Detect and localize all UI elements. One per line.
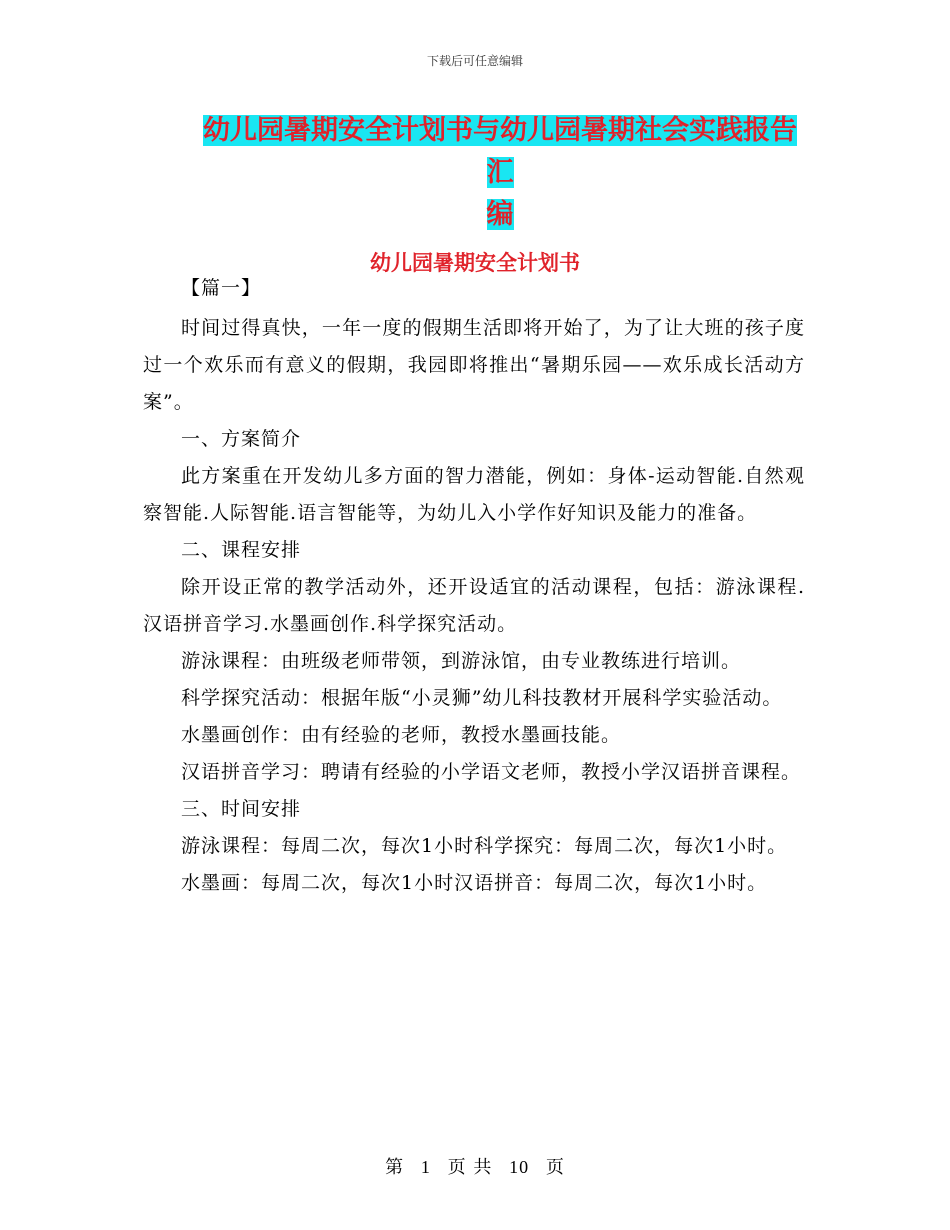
paragraph-swimming: 游泳课程：由班级老师带领，到游泳馆，由专业教练进行培训。 [181,650,742,672]
document-title-line2: 编 [486,199,514,230]
header-note: 下载后可任意编辑 [426,54,523,68]
footer-suffix: 页 [545,1157,565,1178]
page-footer [0,1153,950,1179]
paragraph-course-arrangement: 除开设正常的教学活动外，还开设适宜的活动课程，包括：游泳课程.汉语拼音学习.水墨画创作.科学探究活动。 [143,576,805,635]
paragraph-intro: 时间过得真快，一年一度的假期生活即将开始了，为了让大班的孩子度过一个欢乐而有意义的假期，我园即将推出“暑期乐园——欢乐成长活动方案”。 [143,317,805,413]
paragraph-part-label: 【篇一】 [181,277,262,299]
document-title-line1: 幼儿园暑期安全计划书与幼儿园暑期社会实践报告汇 [203,115,797,188]
heading-course-arrangement: 二、课程安排 [181,539,302,561]
heading-time-arrangement: 三、时间安排 [181,798,302,820]
footer-middle: 页 共 [447,1157,493,1178]
footer-total-pages: 10 [509,1157,530,1177]
body-content [143,270,805,902]
footer-page-number: 1 [420,1157,431,1177]
paragraph-time-swim-science: 游泳课程：每周二次，每次1小时科学探究：每周二次，每次1小时。 [181,835,788,857]
paragraph-plan-intro: 此方案重在开发幼儿多方面的智力潜能，例如：身体-运动智能.自然观察智能.人际智能.语言智能等，为幼儿入小学作好知识及能力的准备。 [143,465,805,524]
paragraph-time-ink-pinyin: 水墨画：每周二次，每次1小时汉语拼音：每周二次，每次1小时。 [181,872,768,894]
footer-prefix: 第 [385,1157,405,1178]
paragraph-pinyin: 汉语拼音学习：聘请有经验的小学语文老师，教授小学汉语拼音课程。 [181,761,802,783]
document-title [190,110,810,236]
heading-plan-intro: 一、方案简介 [181,428,302,450]
paragraph-science: 科学探究活动：根据年版“小灵狮”幼儿科技教材开展科学实验活动。 [181,687,783,709]
section-title: 幼儿园暑期安全计划书 [370,250,580,275]
paragraph-ink-painting: 水墨画创作：由有经验的老师，教授水墨画技能。 [181,724,622,746]
